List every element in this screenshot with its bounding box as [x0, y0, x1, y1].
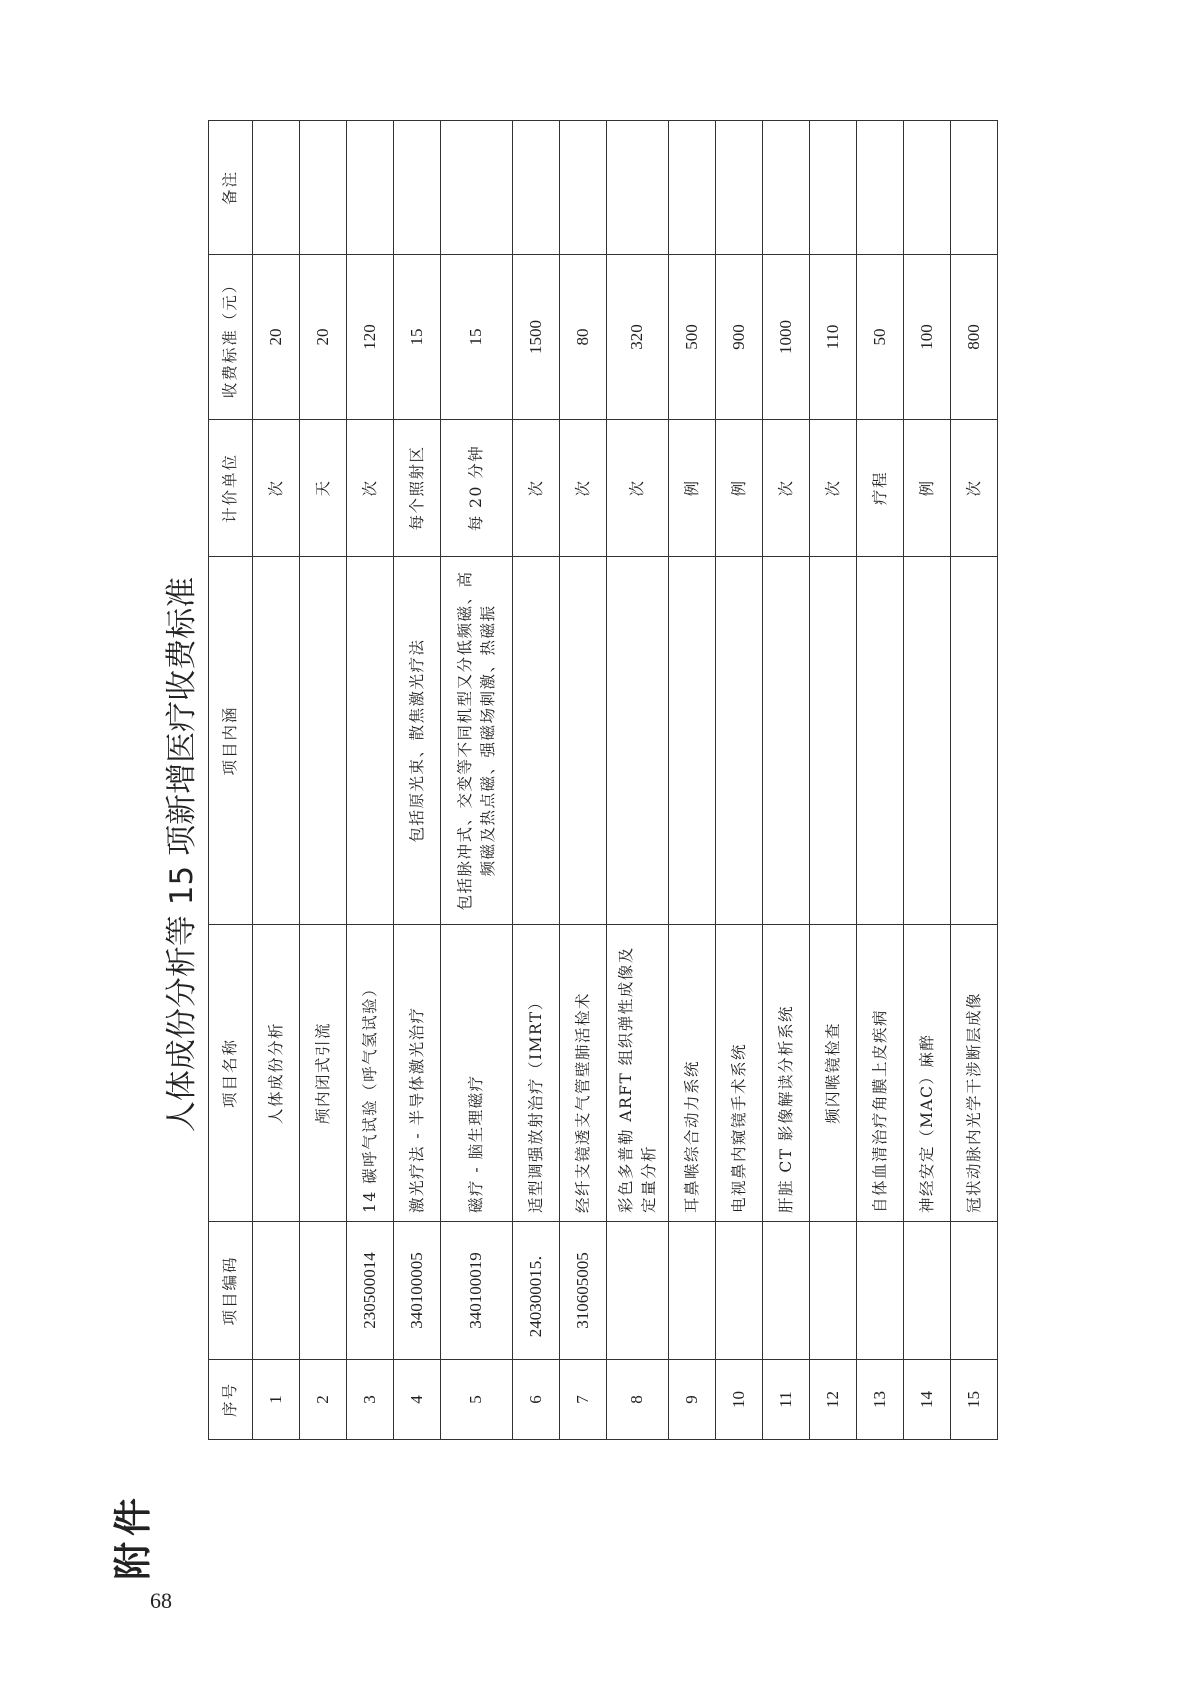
- cell-fee: 1500: [513, 255, 560, 420]
- cell-unit: 例: [904, 420, 951, 557]
- table-row: [716, 121, 763, 1440]
- cell-unit: 每个照射区: [394, 420, 441, 557]
- table-row: [560, 121, 607, 1440]
- cell-name: 经纤支镜透支气管壁肺活检术: [560, 925, 607, 1222]
- fee-standard-table: [208, 120, 998, 1440]
- cell-fee: 15: [441, 255, 513, 420]
- cell-note: [300, 121, 347, 255]
- cell-name: 激光疗法 - 半导体激光治疗: [394, 925, 441, 1222]
- cell-note: [810, 121, 857, 255]
- cell-content: [904, 557, 951, 925]
- cell-code: 340100005: [394, 1222, 441, 1360]
- cell-note: [763, 121, 810, 255]
- cell-seq: 14: [904, 1360, 951, 1440]
- cell-fee: 800: [951, 255, 998, 420]
- cell-note: [347, 121, 394, 255]
- cell-content: [253, 557, 300, 925]
- table-row: [253, 121, 300, 1440]
- cell-fee: 120: [347, 255, 394, 420]
- cell-code: [716, 1222, 763, 1360]
- cell-unit: 每 20 分钟: [441, 420, 513, 557]
- header-note: 备注: [209, 121, 253, 255]
- cell-seq: 4: [394, 1360, 441, 1440]
- cell-unit: 例: [669, 420, 716, 557]
- cell-note: [560, 121, 607, 255]
- header-seq: 序号: [209, 1360, 253, 1440]
- table-row: [513, 121, 560, 1440]
- cell-seq: 5: [441, 1360, 513, 1440]
- cell-note: [607, 121, 669, 255]
- cell-fee: 20: [300, 255, 347, 420]
- cell-content: [560, 557, 607, 925]
- cell-name: 神经安定（MAC）麻醉: [904, 925, 951, 1222]
- cell-name: 电视鼻内窥镜手术系统: [716, 925, 763, 1222]
- cell-code: [669, 1222, 716, 1360]
- cell-content: [951, 557, 998, 925]
- cell-code: [607, 1222, 669, 1360]
- cell-code: [763, 1222, 810, 1360]
- cell-unit: 次: [513, 420, 560, 557]
- header-unit: 计价单位: [209, 420, 253, 557]
- table-row: [810, 121, 857, 1440]
- cell-content: [810, 557, 857, 925]
- cell-code: [810, 1222, 857, 1360]
- cell-name: 14 碳呼气试验（呼气氢试验）: [347, 925, 394, 1222]
- cell-seq: 6: [513, 1360, 560, 1440]
- cell-note: [253, 121, 300, 255]
- cell-code: [904, 1222, 951, 1360]
- cell-code: [253, 1222, 300, 1360]
- cell-name: 耳鼻喉综合动力系统: [669, 925, 716, 1222]
- cell-fee: 1000: [763, 255, 810, 420]
- rotated-page-content: [100, 121, 983, 1588]
- cell-unit: 次: [607, 420, 669, 557]
- cell-fee: 100: [904, 255, 951, 420]
- cell-fee: 80: [560, 255, 607, 420]
- cell-fee: 900: [716, 255, 763, 420]
- attachment-label: 附件: [111, 1491, 155, 1580]
- cell-seq: 9: [669, 1360, 716, 1440]
- cell-code: 310605005: [560, 1222, 607, 1360]
- cell-code: 240300015．: [513, 1222, 560, 1360]
- cell-content: [607, 557, 669, 925]
- document-title: 人体成份分析等 15 项新增医疗收费标准: [164, 576, 200, 1133]
- cell-fee: 500: [669, 255, 716, 420]
- cell-content: 包括脉冲式、交变等不同机型又分低频磁、高频磁及热点磁、强磁场刺激、热磁振: [441, 557, 513, 925]
- header-name: 项目名称: [209, 925, 253, 1222]
- cell-name: 自体血清治疗角膜上皮疾病: [857, 925, 904, 1222]
- cell-fee: 50: [857, 255, 904, 420]
- table-row: [300, 121, 347, 1440]
- table-row: [669, 121, 716, 1440]
- cell-seq: 2: [300, 1360, 347, 1440]
- cell-unit: 次: [347, 420, 394, 557]
- table-row: [394, 121, 441, 1440]
- cell-name: 冠状动脉内光学干涉断层成像: [951, 925, 998, 1222]
- cell-seq: 15: [951, 1360, 998, 1440]
- cell-seq: 1: [253, 1360, 300, 1440]
- cell-code: 340100019: [441, 1222, 513, 1360]
- cell-fee: 20: [253, 255, 300, 420]
- header-code: 项目编码: [209, 1222, 253, 1360]
- cell-note: [716, 121, 763, 255]
- cell-note: [513, 121, 560, 255]
- cell-name: 彩色多普勒 ARFT 组织弹性成像及定量分析: [607, 925, 669, 1222]
- cell-note: [951, 121, 998, 255]
- cell-note: [904, 121, 951, 255]
- cell-unit: 次: [560, 420, 607, 557]
- cell-note: [441, 121, 513, 255]
- cell-unit: 天: [300, 420, 347, 557]
- cell-content: [300, 557, 347, 925]
- cell-content: [669, 557, 716, 925]
- table-row: [763, 121, 810, 1440]
- cell-unit: 次: [763, 420, 810, 557]
- cell-content: [716, 557, 763, 925]
- header-fee: 收费标准（元）: [209, 255, 253, 420]
- page-number: 68: [150, 1588, 172, 1613]
- cell-unit: 次: [810, 420, 857, 557]
- cell-content: [347, 557, 394, 925]
- table-row: [951, 121, 998, 1440]
- cell-code: 230500014: [347, 1222, 394, 1360]
- cell-content: [763, 557, 810, 925]
- cell-seq: 12: [810, 1360, 857, 1440]
- cell-code: [857, 1222, 904, 1360]
- cell-unit: 疗程: [857, 420, 904, 557]
- table-row: [904, 121, 951, 1440]
- cell-code: [300, 1222, 347, 1360]
- header-content: 项目内涵: [209, 557, 253, 925]
- cell-unit: 次: [951, 420, 998, 557]
- cell-content: 包括原光束、散焦激光疗法: [394, 557, 441, 925]
- cell-seq: 13: [857, 1360, 904, 1440]
- cell-seq: 7: [560, 1360, 607, 1440]
- cell-seq: 8: [607, 1360, 669, 1440]
- cell-code: [951, 1222, 998, 1360]
- table-row: [857, 121, 904, 1440]
- cell-fee: 15: [394, 255, 441, 420]
- cell-fee: 110: [810, 255, 857, 420]
- cell-name: 频闪喉镜检查: [810, 925, 857, 1222]
- cell-name: 肝脏 CT 影像解读分析系统: [763, 925, 810, 1222]
- cell-name: 颅内闭式引流: [300, 925, 347, 1222]
- table-row: [347, 121, 394, 1440]
- cell-name: 磁疗 - 脑生理磁疗: [441, 925, 513, 1222]
- table-header-row: [209, 121, 253, 1440]
- cell-note: [394, 121, 441, 255]
- cell-content: [513, 557, 560, 925]
- cell-name: 适型调强放射治疗（IMRT）: [513, 925, 560, 1222]
- cell-note: [669, 121, 716, 255]
- cell-unit: 次: [253, 420, 300, 557]
- cell-unit: 例: [716, 420, 763, 557]
- table-body: [253, 121, 998, 1440]
- cell-name: 人体成份分析: [253, 925, 300, 1222]
- cell-seq: 3: [347, 1360, 394, 1440]
- cell-content: [857, 557, 904, 925]
- table-row: [441, 121, 513, 1440]
- table-row: [607, 121, 669, 1440]
- cell-seq: 11: [763, 1360, 810, 1440]
- cell-seq: 10: [716, 1360, 763, 1440]
- cell-fee: 320: [607, 255, 669, 420]
- cell-note: [857, 121, 904, 255]
